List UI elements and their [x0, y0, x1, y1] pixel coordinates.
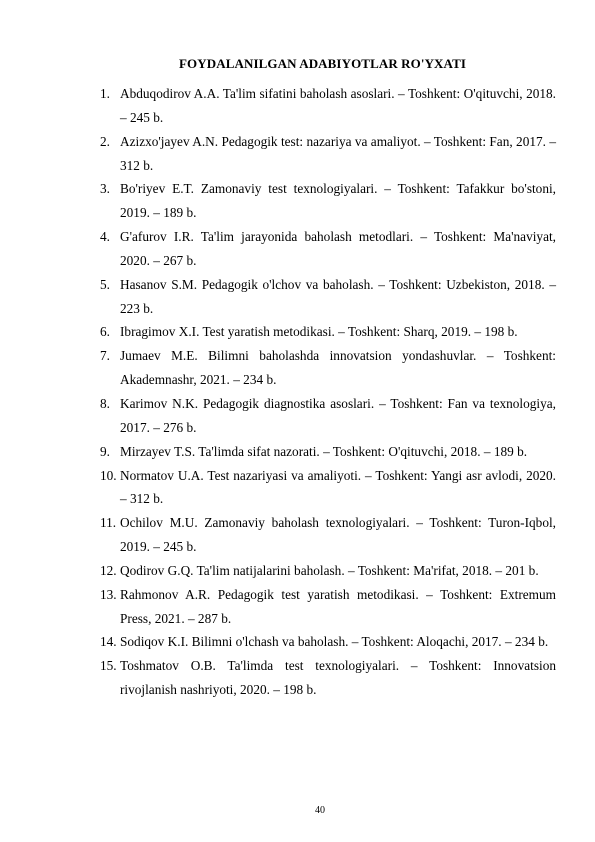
reference-item: [100, 392, 556, 440]
reference-item: [100, 177, 556, 225]
reference-number: 14.: [100, 634, 117, 650]
reference-item: [100, 130, 556, 178]
reference-text: Jumaev M.E. Bilimni baholashda innovatsion yondashuvlar. – Toshkent: Akademnashr, 2021. – 234 b.: [120, 348, 556, 388]
reference-text: Sodiqov K.I. Bilimni o'lchash va baholash. – Toshkent: Aloqachi, 2017. – 234 b.: [120, 634, 549, 650]
reference-item: [100, 654, 556, 702]
reference-number: 5.: [100, 276, 110, 292]
reference-item: [100, 82, 556, 130]
reference-number: 8.: [100, 395, 110, 411]
reference-text: Qodirov G.Q. Ta'lim natijalarini baholash. – Toshkent: Ma'rifat, 2018. – 201 b.: [120, 562, 539, 578]
reference-item: [100, 225, 556, 273]
reference-text: Ibragimov X.I. Test yaratish metodikasi. – Toshkent: Sharq, 2019. – 198 b.: [120, 324, 518, 340]
reference-number: 4.: [100, 229, 110, 245]
reference-text: Abduqodirov A.A. Ta'lim sifatini baholash asoslari. – Toshkent: O'qituvchi, 2018. – 245 b.: [120, 86, 556, 125]
reference-number: 12.: [100, 562, 117, 578]
reference-number: 9.: [100, 443, 110, 459]
reference-text: Karimov N.K. Pedagogik diagnostika asoslari. – Toshkent: Fan va texnologiya, 2017. – 276 b.: [120, 395, 556, 435]
reference-number: 2.: [100, 133, 110, 149]
reference-item: [100, 464, 556, 512]
page-number: 40: [315, 805, 325, 816]
reference-item: [100, 583, 556, 631]
reference-number: 15.: [100, 658, 117, 674]
reference-list: [100, 82, 556, 702]
reference-text: Hasanov S.M. Pedagogik o'lchov va baholash. – Toshkent: Uzbekiston, 2018. – 223 b.: [120, 276, 556, 316]
reference-item: [100, 344, 556, 392]
reference-number: 7.: [100, 348, 110, 364]
reference-text: Mirzayev T.S. Ta'limda sifat nazorati. – Toshkent: O'qituvchi, 2018. – 189 b.: [120, 443, 528, 459]
reference-number: 3.: [100, 181, 110, 197]
reference-item: [100, 511, 556, 559]
reference-number: 1.: [100, 86, 110, 101]
reference-number: 11.: [100, 515, 117, 531]
reference-item: [100, 273, 556, 321]
reference-text: Toshmatov O.B. Ta'limda test texnologiyalari. – Toshkent: Innovatsion rivojlanish nashriyoti, 2020. – 198 b.: [120, 658, 556, 698]
reference-text: Azizxo'jayev A.N. Pedagogik test: nazariya va amaliyot. – Toshkent: Fan, 2017. – 312 b.: [120, 133, 556, 173]
reference-text: Bo'riyev E.T. Zamonaviy test texnologiyalari. – Toshkent: Tafakkur bo'stoni, 2019. – 189 b.: [120, 181, 556, 221]
reference-number: 10.: [100, 467, 117, 483]
reference-number: 6.: [100, 324, 110, 340]
reference-item: [100, 440, 556, 464]
reference-text: Rahmonov A.R. Pedagogik test yaratish metodikasi. – Toshkent: Extremum Press, 2021. – 287 b.: [120, 586, 556, 626]
reference-item: [100, 559, 556, 583]
reference-item: [100, 630, 556, 654]
reference-text: G'afurov I.R. Ta'lim jarayonida baholash metodlari. – Toshkent: Ma'naviyat, 2020. – 267 b.: [120, 229, 556, 268]
reference-text: Normatov U.A. Test nazariyasi va amaliyoti. – Toshkent: Yangi asr avlodi, 2020. – 312 b.: [120, 467, 556, 507]
reference-item: [100, 320, 556, 344]
reference-text: Ochilov M.U. Zamonaviy baholash texnologiyalari. – Toshkent: Turon-Iqbol, 2019. – 245 b.: [120, 515, 556, 555]
reference-number: 13.: [100, 586, 117, 602]
page-title: FOYDALANILGAN ADABIYOTLAR RO'YXATI: [178, 56, 467, 71]
